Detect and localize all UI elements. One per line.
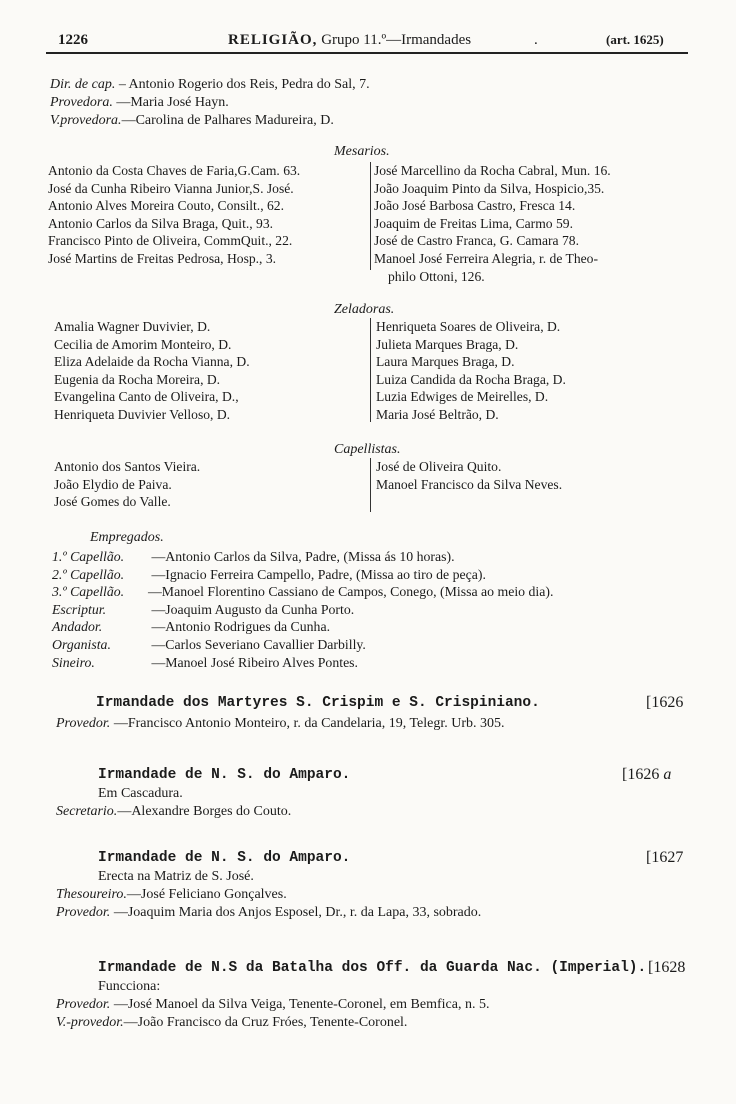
list-item: João Elydio de Paiva. [54, 476, 172, 492]
list-item: Francisco Pinto de Oliveira, CommQuit., 22. [48, 233, 293, 249]
list-item: Henriqueta Duvivier Velloso, D. [54, 406, 231, 422]
section-subtitle: Grupo 11.º—Irmandades [321, 32, 472, 48]
list-item: Laura Marques Braga, D. [376, 354, 515, 370]
employee-name: —Antonio Rodrigues da Cunha. [148, 619, 331, 635]
entry-line [56, 715, 505, 732]
officer-line [50, 112, 334, 129]
entry-text: —Francisco Antonio Monteiro, r. da Candelaria, 19, Telegr. Urb. 305. [110, 716, 505, 731]
entry-line: Funcciona: [98, 979, 161, 994]
list-item: Manoel Francisco da Silva Neves. [376, 476, 563, 492]
officer-name: —Maria José Hayn. [112, 95, 229, 110]
zeladoras-right-column [376, 318, 686, 424]
entry-line: Em Cascadura. [98, 786, 183, 801]
list-item: Julieta Marques Braga, D. [376, 336, 519, 352]
entry-line [56, 803, 291, 820]
entry-role: Secretario. [56, 804, 118, 819]
entry-role: V.-provedor. [56, 1015, 124, 1030]
list-item: Maria José Beltrão, D. [376, 406, 499, 422]
mesarios-right-column [374, 162, 694, 285]
list-item [52, 566, 702, 584]
entry-number-value: [1626 [622, 766, 660, 783]
list-item [52, 636, 702, 654]
list-item: José Marcellino da Rocha Cabral, Mun. 16. [374, 163, 611, 178]
list-item: José de Castro Franca, G. Camara 78. [374, 233, 579, 249]
entry-text: —Joaquim Maria dos Anjos Esposel, Dr., r. da Lapa, 33, sobrado. [110, 905, 482, 920]
zeladoras-heading: Zeladoras. [334, 302, 395, 317]
list-item: Antonio Alves Moreira Couto, Consilt., 62. [48, 198, 284, 214]
officer-name: – Antonio Rogerio dos Reis, Pedra do Sal, 7. [115, 77, 370, 92]
list-item: philo Ottoni, 126. [388, 268, 485, 284]
employee-role: 3.º Capellão. [52, 584, 125, 600]
entry-role: Thesoureiro. [56, 887, 127, 902]
employee-name: —Manoel Florentino Cassiano de Campos, Conego, (Missa ao meio dia). [148, 584, 554, 600]
entry-role: Provedor. [56, 716, 111, 731]
employee-role: 1.º Capellão. [52, 549, 125, 564]
officer-name: —Carolina de Palhares Madureira, D. [121, 113, 334, 128]
employee-role: Escriptur. [52, 601, 107, 617]
list-item: Antonio dos Santos Vieira. [54, 459, 201, 474]
list-item: José Martins de Freitas Pedrosa, Hosp., 3. [48, 250, 277, 266]
officer-role: V.provedora. [50, 113, 122, 128]
officer-line [50, 76, 370, 93]
entry-title: Irmandade de N. S. do Amparo. [98, 767, 351, 783]
list-item: Joaquim de Freitas Lima, Carmo 59. [374, 215, 573, 231]
list-item: Luiza Candida da Rocha Braga, D. [376, 371, 566, 387]
zeladoras-left-column [54, 318, 364, 424]
entry-number: [1626 [646, 694, 684, 711]
capellistas-left-column [54, 458, 364, 511]
list-item [52, 654, 702, 672]
employee-role: Organista. [52, 636, 111, 652]
list-item: Antonio da Costa Chaves de Faria,G.Cam. 63. [48, 163, 301, 178]
entry-number [622, 766, 671, 784]
officer-role: Provedora. [50, 95, 113, 110]
list-item: Henriqueta Soares de Oliveira, D. [376, 319, 561, 334]
entry-number: [1627 [646, 849, 684, 866]
entry-text: —José Manoel da Silva Veiga, Tenente-Coronel, em Bemfica, n. 5. [110, 997, 490, 1012]
list-item: João José Barbosa Castro, Fresca 14. [374, 198, 576, 214]
employee-name: —Carlos Severiano Cavallier Darbilly. [148, 636, 366, 652]
list-item: José da Cunha Ribeiro Vianna Junior,S. José. [48, 180, 294, 196]
list-item [52, 601, 702, 619]
mesarios-left-column [48, 162, 368, 268]
column-divider [370, 162, 371, 270]
list-item: José de Oliveira Quito. [376, 459, 502, 474]
list-item: Eugenia da Rocha Moreira, D. [54, 371, 221, 387]
section-title: RELIGIÃO, [228, 32, 318, 48]
employee-role: Andador. [52, 619, 103, 635]
list-item: Cecilia de Amorim Monteiro, D. [54, 336, 232, 352]
entry-title: Irmandade de N.S da Batalha dos Off. da Guarda Nac. (Imperial). [98, 960, 647, 976]
list-item: Evangelina Canto de Oliveira, D., [54, 389, 239, 405]
list-item [52, 548, 702, 566]
employee-name: —Ignacio Ferreira Campello, Padre, (Missa ao tiro de peça). [148, 566, 486, 582]
list-item: José Gomes do Valle. [54, 494, 171, 510]
header-rule [46, 52, 688, 54]
entry-role: Provedor. [56, 905, 111, 920]
entry-line [56, 904, 481, 921]
entry-number: [1628 [648, 959, 686, 976]
capellistas-heading: Capellistas. [334, 442, 401, 457]
empregados-list [52, 548, 702, 671]
entry-line [56, 886, 287, 903]
entry-text: —José Feliciano Gonçalves. [126, 887, 287, 902]
capellistas-right-column [376, 458, 686, 493]
page-number: 1226 [58, 32, 88, 48]
officer-role: Dir. de cap. [50, 77, 116, 92]
entry-role: Provedor. [56, 997, 111, 1012]
employee-name: —Joaquim Augusto da Cunha Porto. [148, 601, 355, 617]
list-item: João Joaquim Pinto da Silva, Hospicio,35. [374, 180, 605, 196]
list-item: Eliza Adelaide da Rocha Vianna, D. [54, 354, 250, 370]
entry-line [56, 996, 489, 1013]
list-item: Amalia Wagner Duvivier, D. [54, 319, 211, 334]
list-item: Manoel José Ferreira Alegria, r. de Theo- [374, 250, 598, 266]
entry-title: Irmandade dos Martyres S. Crispim e S. Crispiniano. [96, 695, 540, 711]
employee-name: —Manoel José Ribeiro Alves Pontes. [148, 654, 359, 670]
column-divider [370, 318, 371, 422]
entry-number-suffix: a [663, 766, 672, 783]
list-item: Antonio Carlos da Silva Braga, Quit., 93. [48, 215, 274, 231]
entry-title: Irmandade de N. S. do Amparo. [98, 850, 351, 866]
list-item [52, 618, 702, 636]
entry-text: —João Francisco da Cruz Fróes, Tenente-Coronel. [123, 1015, 408, 1030]
entry-line [56, 1014, 407, 1031]
entry-text: —Alexandre Borges do Couto. [117, 804, 292, 819]
mesarios-heading: Mesarios. [334, 144, 390, 159]
running-head [228, 32, 471, 49]
employee-role: Sineiro. [52, 654, 95, 670]
column-divider [370, 458, 371, 512]
officer-line [50, 94, 229, 111]
entry-line: Erecta na Matriz de S. José. [98, 869, 254, 884]
list-item [52, 583, 702, 601]
employee-role: 2.º Capellão. [52, 566, 125, 582]
empregados-heading: Empregados. [90, 530, 164, 545]
list-item: Luzia Edwiges de Meirelles, D. [376, 389, 549, 405]
employee-name: —Antonio Carlos da Silva, Padre, (Missa ás 10 horas). [148, 549, 455, 564]
article-ref: (art. 1625) [606, 32, 664, 47]
header-dot: . [534, 32, 538, 48]
